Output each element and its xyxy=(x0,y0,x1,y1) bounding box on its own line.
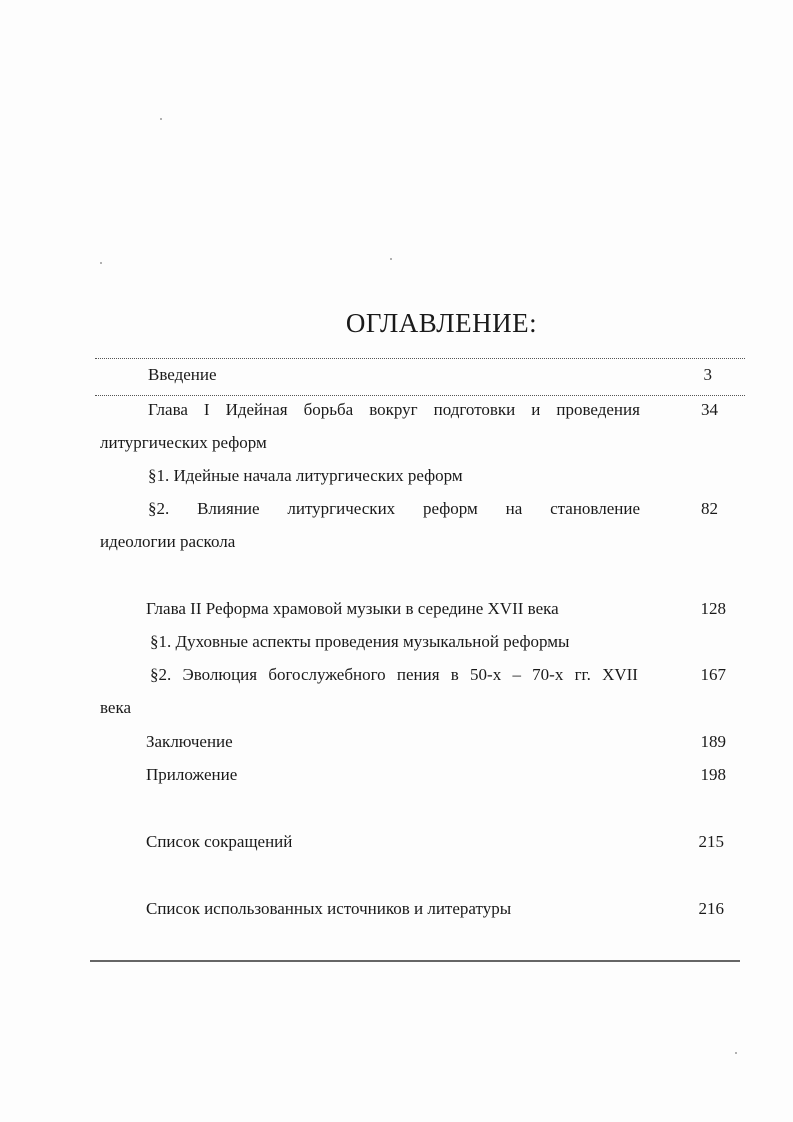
toc-word: §2. xyxy=(150,665,172,684)
toc-word: Влияние xyxy=(197,499,260,518)
toc-word: и xyxy=(531,400,541,419)
toc-entry-ch2-s2-line2: века xyxy=(100,698,132,717)
toc-word: на xyxy=(505,499,523,518)
toc-entry-intro-label: Введение xyxy=(148,365,217,384)
toc-word: – xyxy=(512,665,521,684)
toc-word: Глава xyxy=(148,400,188,419)
scan-speck xyxy=(390,258,392,260)
toc-entry-conclusion-label: Заключение xyxy=(146,732,233,751)
toc-word: борьба xyxy=(303,400,354,419)
toc-entry-sources-label: Список использованных источников и литературы xyxy=(146,899,512,918)
toc-entry-intro-page: 3 xyxy=(703,365,712,384)
toc-word: проведения xyxy=(556,400,640,419)
toc-entry-ch2-label: Глава II Реформа храмовой музыки в середине XVII века xyxy=(146,599,559,618)
toc-word: гг. xyxy=(574,665,591,684)
toc-entry-ch1-page: 34 xyxy=(701,400,718,419)
toc-entry-ch1-s2-page: 82 xyxy=(701,499,718,518)
scan-speck xyxy=(100,262,102,264)
toc-entry-sources-page: 216 xyxy=(698,899,724,918)
toc-entry-ch2-s2-page: 167 xyxy=(700,665,726,684)
top-rule xyxy=(95,358,745,359)
toc-entry-ch1-s2-line1 xyxy=(148,500,640,517)
toc-word: реформ xyxy=(423,499,478,518)
scan-speck xyxy=(160,118,162,120)
toc-word: XVII xyxy=(602,665,638,684)
toc-entry-ch1-line1 xyxy=(148,401,640,418)
toc-entry-ch1-line2: литургических реформ xyxy=(100,433,267,452)
intro-rule xyxy=(95,395,745,396)
toc-word: богослужебного xyxy=(268,665,386,684)
toc-entry-conclusion-page: 189 xyxy=(700,732,726,751)
toc-entry-ch1-s2-line2: идеологии раскола xyxy=(100,532,236,551)
toc-word: I xyxy=(203,400,210,419)
toc-word: Идейная xyxy=(225,400,288,419)
toc-entry-ch2-s1-label: §1. Духовные аспекты проведения музыкальной реформы xyxy=(150,632,570,651)
toc-word: Эволюция xyxy=(182,665,258,684)
toc-entry-appendix-label: Приложение xyxy=(146,765,238,784)
toc-entry-abbreviations-label: Список сокращений xyxy=(146,832,293,851)
toc-word: подготовки xyxy=(433,400,516,419)
toc-entry-appendix-page: 198 xyxy=(700,765,726,784)
toc-word: 70-х xyxy=(532,665,564,684)
toc-word: вокруг xyxy=(369,400,418,419)
toc-word: §2. xyxy=(148,499,170,518)
toc-entry-ch2-s2-line1 xyxy=(150,666,638,683)
toc-word: пения xyxy=(396,665,440,684)
toc-word: 50-х xyxy=(470,665,502,684)
toc-word: в xyxy=(450,665,459,684)
page-title: ОГЛАВЛЕНИЕ: xyxy=(345,308,538,338)
scan-speck xyxy=(735,1052,737,1054)
toc-entry-ch1-s1-label: §1. Идейные начала литургических реформ xyxy=(148,466,463,485)
toc-entry-abbreviations-page: 215 xyxy=(698,832,724,851)
toc-word: становление xyxy=(550,499,640,518)
toc-word: литургических xyxy=(287,499,396,518)
toc-entry-ch2-page: 128 xyxy=(700,599,726,618)
bottom-rule xyxy=(90,960,740,962)
